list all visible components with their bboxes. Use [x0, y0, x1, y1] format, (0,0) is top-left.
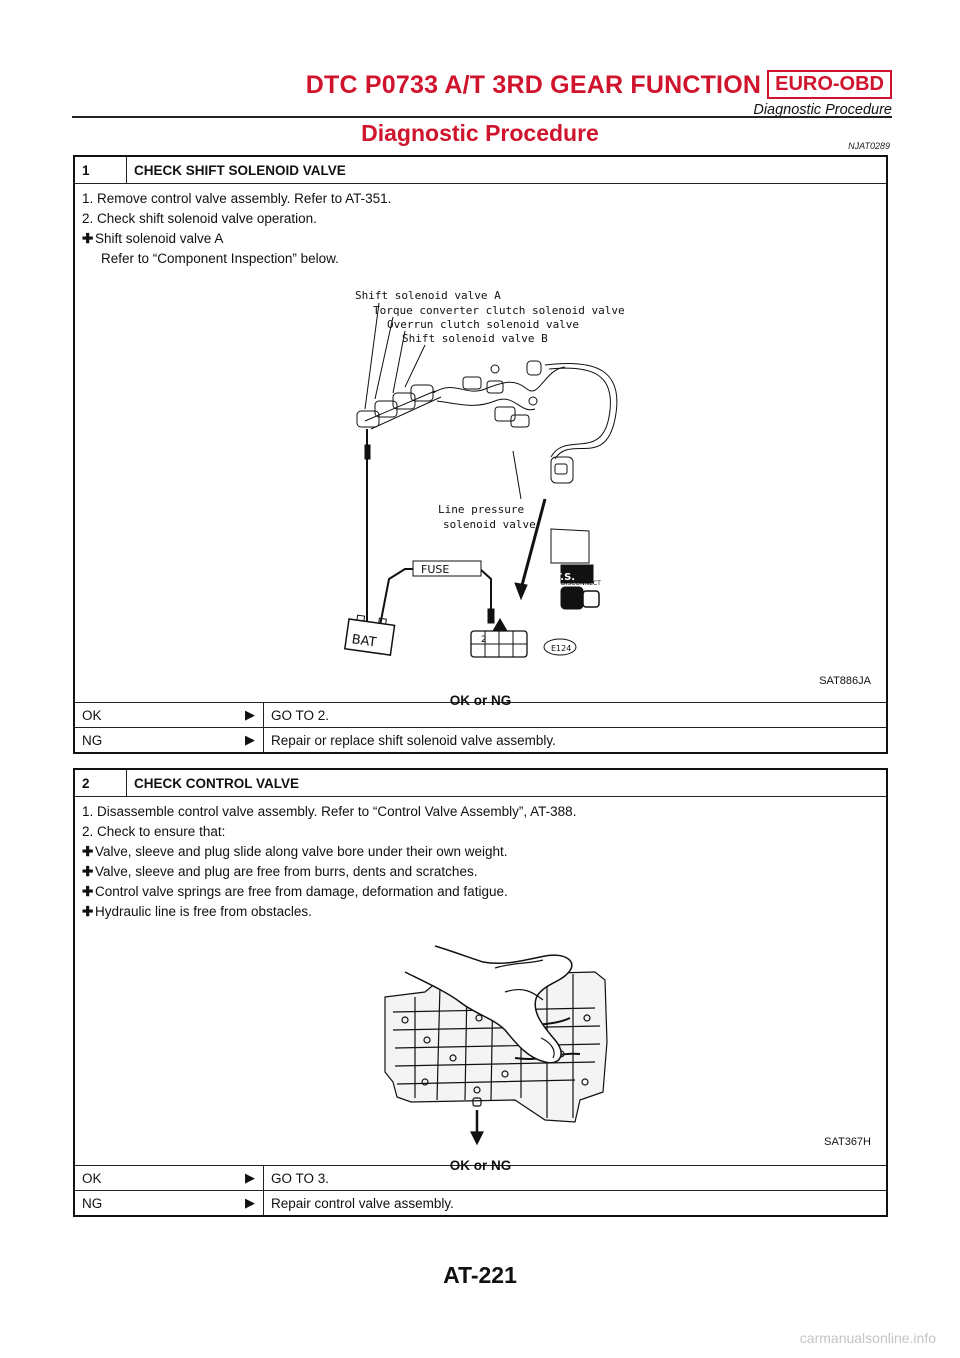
page-heading: Diagnostic Procedure	[361, 120, 599, 146]
watermark: carmanualsonline.info	[799, 1330, 936, 1346]
label-solenoid-valve: solenoid valve	[443, 518, 536, 531]
result-label: OK	[82, 1170, 102, 1186]
step-number: 1	[75, 157, 127, 183]
label-fuse: FUSE	[421, 563, 450, 576]
solenoid-wiring-diagram	[75, 269, 876, 689]
bullet-icon: ✚	[82, 904, 94, 919]
step-1-body	[75, 184, 886, 708]
instruction-line: Shift solenoid valve A	[95, 231, 224, 246]
control-valve-illustration	[75, 922, 876, 1152]
euro-obd-badge: EURO-OBD	[767, 70, 892, 99]
step-2-title-row	[75, 770, 886, 797]
arrow-right-icon: ▶	[245, 1195, 255, 1210]
label-shift-solenoid-a: Shift solenoid valve A	[355, 289, 501, 302]
step-2-body	[75, 797, 886, 1173]
result-ng-row	[75, 1191, 886, 1215]
ok-or-ng-label: OK or NG	[449, 693, 512, 708]
instruction-line: Valve, sleeve and plug are free from burrs, dents and scratches.	[95, 864, 478, 879]
label-overrun-clutch: Overrun clutch solenoid valve	[387, 318, 580, 331]
result-label: NG	[82, 1195, 103, 1211]
step-title: CHECK CONTROL VALVE	[134, 775, 300, 791]
instruction-line: Control valve springs are free from damage, deformation and fatigue.	[95, 884, 508, 899]
result-ng-row	[75, 728, 886, 752]
label-ts: T.S.	[555, 572, 576, 583]
instruction-line: Refer to “Component Inspection” below.	[101, 251, 339, 266]
label-shift-solenoid-b: Shift solenoid valve B	[402, 332, 548, 345]
step-number: 2	[75, 770, 127, 796]
result-label: NG	[82, 732, 103, 748]
arrow-right-icon: ▶	[245, 732, 255, 747]
label-disconnect: DISCONNECT	[561, 580, 601, 587]
result-action: Repair or replace shift solenoid valve assembly.	[263, 728, 556, 752]
instruction-line: 2. Check shift solenoid valve operation.	[82, 211, 317, 226]
page-number: AT-221	[443, 1262, 517, 1288]
step-title: CHECK SHIFT SOLENOID VALVE	[134, 162, 346, 178]
instruction-line: 1. Remove control valve assembly. Refer to AT-351.	[82, 191, 392, 206]
label-battery: BAT	[350, 632, 378, 651]
arrow-right-icon: ▶	[245, 707, 255, 722]
control-valve-figure	[82, 922, 879, 1152]
page-header	[306, 70, 892, 118]
wiring-figure	[82, 269, 879, 689]
header-divider	[72, 116, 892, 118]
result-action: GO TO 2.	[263, 703, 329, 727]
bullet-icon: ✚	[82, 231, 94, 246]
instruction-line: Hydraulic line is free from obstacles.	[95, 904, 312, 919]
result-ok-row	[75, 703, 886, 728]
figure-code: SAT367H	[824, 1136, 871, 1148]
figure-code: SAT886JA	[819, 675, 871, 687]
reference-code: NJAT0289	[848, 141, 890, 151]
result-ok-row	[75, 1166, 886, 1191]
instruction-line: 2. Check to ensure that:	[82, 824, 226, 839]
instruction-line: Valve, sleeve and plug slide along valve bore under their own weight.	[95, 844, 508, 859]
label-tcc-solenoid: Torque converter clutch solenoid valve	[373, 304, 625, 317]
result-action: Repair control valve assembly.	[263, 1191, 454, 1215]
section-title: DTC P0733 A/T 3RD GEAR FUNCTION	[305, 71, 762, 99]
instruction-line: 1. Disassemble control valve assembly. Refer to “Control Valve Assembly”, AT-388.	[82, 804, 577, 819]
label-connector-e124: E124	[551, 644, 572, 653]
result-label: OK	[82, 707, 102, 723]
label-line-pressure: Line pressure	[438, 503, 525, 516]
step-1-box	[73, 155, 888, 754]
ok-or-ng-label: OK or NG	[449, 1158, 512, 1173]
step-2-box	[73, 768, 888, 1217]
arrow-right-icon: ▶	[245, 1170, 255, 1185]
section-subtitle: Diagnostic Procedure	[753, 102, 892, 118]
bullet-icon: ✚	[82, 864, 94, 879]
result-action: GO TO 3.	[263, 1166, 329, 1190]
step-1-title-row	[75, 157, 886, 184]
bullet-icon: ✚	[82, 844, 94, 859]
bullet-icon: ✚	[82, 884, 94, 899]
label-pin: 2	[481, 635, 487, 645]
